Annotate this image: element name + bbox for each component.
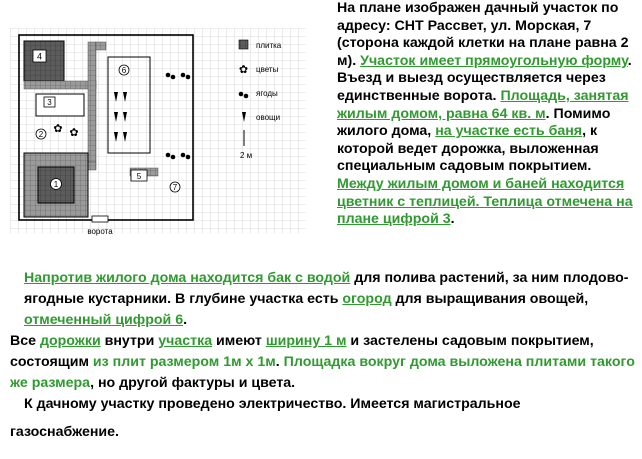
b8: из плит размером 1м х 1м [92, 354, 276, 370]
number-4: 4 [36, 51, 43, 62]
number-7: 7 [172, 183, 178, 192]
a5: отмеченный цифрой 6 [24, 312, 184, 328]
top-s1: На плане изображен дачный участок по адресу: СНТ Рассвет, ул. Морская, 7 (сторона каждой клетки на плане равна 2 м). [337, 0, 629, 69]
top-s3: . Въезд и выезд осуществляется через единственные ворота. [337, 52, 632, 104]
number-1: 1 [53, 180, 59, 189]
a6: . [183, 312, 188, 328]
top-s7: , к которой ведет дорожка, выложенная специальным садовым покрытием. [337, 123, 599, 175]
top-s6: на участке есть баня [435, 123, 583, 140]
gate-label: ворота [87, 227, 113, 236]
a3: огород [342, 291, 392, 307]
b10: Площадка вокруг дома выложена плитами такого же размера [10, 354, 635, 391]
number-6: 6 [121, 66, 127, 75]
svg-text:✿: ✿ [53, 122, 63, 135]
top-s5: . Помимо жилого дома, [337, 105, 611, 140]
legend-flowers-label: цветы [256, 65, 279, 74]
legend-flower-icon: ✿ [238, 63, 249, 76]
b7: и застелены садовым покрытием, состоящим [10, 333, 594, 370]
b6: ширину 1 м [265, 333, 347, 349]
a4: для выращивания овощей, [391, 291, 589, 307]
legend-tile-label: плитка [256, 41, 282, 50]
b2: дорожки [39, 333, 101, 349]
legend-berries-label: ягоды [256, 89, 278, 98]
top-s4: Площадь, занятая жилым домом, равна 64 кв. м [337, 87, 629, 122]
number-5: 5 [136, 172, 142, 181]
top-s2: Участок имеет прямоугольную форму [360, 52, 628, 69]
svg-text:✿: ✿ [69, 126, 79, 139]
legend-scale-label: 2 м [240, 151, 253, 160]
top-s9: . [450, 211, 455, 228]
plot-plan [0, 0, 310, 245]
paragraph-electricity: К дачному участку проведено электричество. Имеется магистральное [24, 396, 521, 412]
b9: . [275, 354, 284, 370]
paragraph-tank [10, 268, 635, 331]
a1: Напротив жилого дома находится бак с водой [24, 270, 351, 286]
b4: участка [158, 333, 213, 349]
paragraph-gas: газоснабжение. [10, 424, 119, 440]
gate [92, 216, 108, 222]
b1: Все [10, 333, 40, 349]
number-3: 3 [47, 98, 52, 107]
description-bottom [10, 268, 635, 443]
b3: внутри [100, 333, 159, 349]
legend-vegetables-label: овощи [256, 113, 281, 122]
legend-tile-swatch [239, 40, 248, 49]
a2: для полива растений, за ним плодово-ягодные кустарники. В глубине участка есть [24, 270, 629, 307]
top-s8: Между жилым домом и баней находится цветник с теплицей. Теплица отмечена на плане цифрой 3 [337, 175, 633, 228]
greenhouse-area-3 [36, 94, 84, 116]
description-top [337, 0, 637, 229]
b11: , но другой фактуры и цвета. [90, 375, 296, 391]
paragraph-paths [10, 331, 635, 394]
b5: имеют [212, 333, 266, 349]
svg-text:2: 2 [38, 130, 44, 139]
